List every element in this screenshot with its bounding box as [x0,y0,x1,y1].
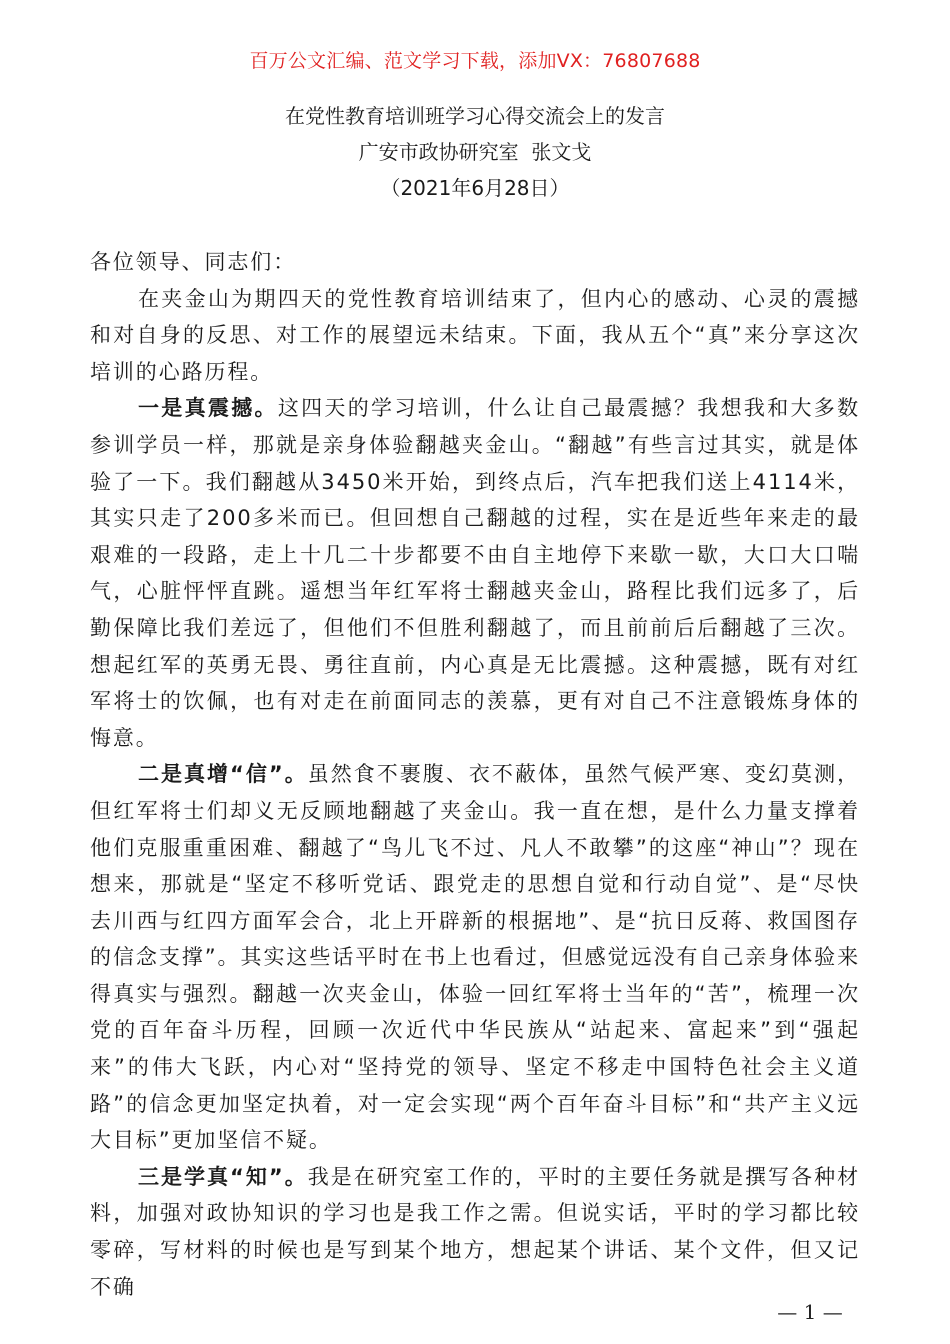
paragraph-lead-heading: 一是真震撼。 [138,396,278,421]
paragraph-text: 我是在研究室工作的，平时的主要任务就是撰写各种材料，加强对政协知识的学习也是我工作之需。但说实话，平时的学习都比较零碎，写材料的时候也是写到某个地方，想起某个讲话、某个文件，但又记不确 [90,1164,860,1299]
paragraph-text: 这四天的学习培训，什么让自己最震撼？我想我和大多数参训学员一样，那就是亲身体验翻越夹金山。“翻越”有些言过其实，就是体验了一下。我们翻越从3450米开始，到终点后，汽车把我们送上4114米，其实只走了200多米而已。但回想自己翻越的过程，实在是近些年来走的最艰难的一段路，走上十几二十步都要不由自主地停下来歇一歇，大口大口喘气，心脏怦怦直跳。遥想当年红军将士翻越夹金山，路程比我们远多了，后勤保障比我们差远了，但他们不但胜利翻越了，而且前前后后翻越了三次。想起红军的英勇无畏、勇往直前，内心真是无比震撼。这种震撼，既有对红军将士的饮佩，也有对走在前面同志的羡慕，更有对自己不注意锻炼身体的悔意。 [90,396,861,750]
document-title: 在党性教育培训班学习心得交流会上的发言 [285,104,665,128]
document-header [0,98,950,206]
document-body [90,244,860,1305]
paragraph-text: 虽然食不裹腹、衣不蔽体，虽然气候严寒、变幻莫测，但红军将士们却义无反顾地翻越了夹金山。我一直在想，是什么力量支撑着他们克服重重困难、翻越了“鸟儿飞不过、凡人不敢攀”的这座“神山”？现在想来，那就是“坚定不移听党话、跟党走的思想自觉和行动自觉”、是“尽快去川西与红四方面军会合，北上开辟新的根据地”、是“抗日反蒋、救国图存的信念支撑”。其实这些话平时在书上也看过，但感觉远没有自己亲身体验来得真实与强烈。翻越一次夹金山，体验一回红军将士当年的“苦”，梳理一次党的百年奋斗历程，回顾一次近代中华民族从“站起来、富起来”到“强起来”的伟大飞跃，内心对“坚持党的领导、坚定不移走中国特色社会主义道路”的信念更加坚定执着，对一定会实现“两个百年奋斗目标”和“共产主义远大目标”更加坚信不疑。 [90,762,860,1153]
paragraph-lead-heading: 二是真增“信”。 [138,762,308,787]
page-number: — 1 — [777,1300,843,1324]
paragraph-point-3 [90,1159,860,1305]
date-line: （2021年6月28日） [380,176,570,200]
paragraph-point-1 [90,390,860,756]
author-line: 广安市政协研究室 张文戈 [358,140,592,164]
paragraph-intro [90,281,860,391]
paragraph-lead-heading: 三是学真“知”。 [138,1164,308,1189]
salutation: 各位领导、同志们： [90,250,297,274]
paragraph-text: 在夹金山为期四天的党性教育培训结束了，但内心的感动、心灵的震撼和对自身的反思、对工作的展望远未结束。下面，我从五个“真”来分享这次培训的心路历程。 [90,286,860,384]
watermark-banner: 百万公文汇编、范文学习下载，添加VX：76807688 [249,50,701,72]
paragraph-point-2 [90,756,860,1159]
